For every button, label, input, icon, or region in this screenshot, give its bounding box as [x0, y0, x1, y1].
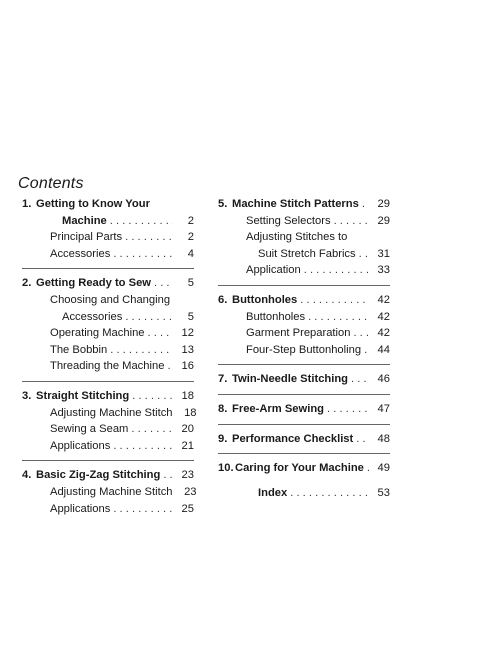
entry-text: Twin-Needle Stitching — [232, 373, 349, 386]
leader-dots — [353, 325, 369, 342]
entry-text: Performance Checklist — [232, 432, 354, 445]
entry-text: Four-Step Buttonholing — [246, 343, 362, 356]
leader-dots — [154, 275, 173, 292]
page-number: 5 — [187, 277, 194, 290]
page-number: 12 — [181, 327, 194, 340]
entry-text: Adjusting Machine Stitch — [50, 406, 173, 419]
entry-text: Application — [246, 264, 301, 277]
entry-number: 10. — [218, 462, 234, 475]
entry-text: Caring for Your Machine — [235, 462, 364, 475]
contents-subentry[interactable] — [218, 246, 390, 263]
contents-section — [218, 431, 390, 448]
contents-entry[interactable] — [218, 431, 390, 448]
entry-text: Getting to Know Your — [36, 198, 150, 210]
contents-entry[interactable] — [218, 460, 390, 477]
entry-text: The Bobbin — [50, 343, 108, 356]
section-divider — [218, 424, 390, 425]
page-number: 18 — [181, 389, 194, 402]
entry-number: 6. — [218, 293, 228, 306]
page-number: 4 — [187, 247, 194, 260]
section-divider — [218, 285, 390, 286]
entry-text: Principal Parts — [50, 231, 123, 244]
page-number: 18 — [184, 406, 197, 419]
leader-dots — [290, 485, 369, 502]
entry-text: Sewing a Seam — [50, 423, 129, 436]
leader-dots — [125, 309, 173, 326]
contents-entry[interactable] — [22, 196, 194, 213]
entry-number: 1. — [22, 198, 32, 210]
contents-subentry[interactable] — [22, 309, 194, 326]
leader-dots — [300, 292, 369, 309]
page-number: 20 — [181, 423, 194, 436]
entry-text: Threading the Machine — [50, 360, 165, 373]
page-number: 44 — [377, 343, 390, 356]
entry-number: 7. — [218, 373, 228, 386]
contents-subentry[interactable] — [218, 325, 390, 342]
leader-dots — [364, 342, 369, 359]
contents-section — [218, 460, 390, 501]
section-divider — [22, 268, 194, 269]
page-number: 49 — [377, 462, 390, 475]
entry-text: Getting Ready to Sew — [36, 277, 151, 290]
entry-text: Adjusting Stitches to — [246, 231, 348, 244]
contents-section — [22, 196, 194, 262]
section-divider — [22, 460, 194, 461]
contents-subentry[interactable] — [22, 438, 194, 455]
leader-dots — [110, 213, 173, 230]
contents-section — [218, 292, 390, 358]
page-number: 42 — [377, 327, 390, 340]
leader-dots — [131, 421, 173, 438]
entry-text: Applications — [50, 502, 111, 515]
contents-entry[interactable] — [218, 371, 390, 388]
leader-dots — [113, 246, 173, 263]
contents-section — [218, 196, 390, 279]
section-divider — [218, 364, 390, 365]
page-number: 25 — [181, 502, 194, 515]
page-number: 13 — [181, 343, 194, 356]
contents-subentry[interactable] — [218, 262, 390, 279]
contents-subentry[interactable] — [22, 405, 197, 422]
contents-entry[interactable] — [22, 213, 194, 230]
entry-text: Accessories — [50, 247, 111, 260]
page-number: 23 — [181, 469, 194, 482]
page-number: 33 — [377, 264, 390, 277]
entry-text: Suit Stretch Fabrics — [258, 247, 356, 260]
entry-text: Basic Zig-Zag Stitching — [36, 469, 161, 482]
page-number: 42 — [377, 293, 390, 306]
page-number: 31 — [377, 247, 390, 260]
contents-entry[interactable] — [22, 275, 194, 292]
contents-section — [218, 401, 390, 418]
page-number: 21 — [181, 439, 194, 452]
entry-text: Free-Arm Sewing — [232, 402, 325, 415]
page-number: 16 — [181, 360, 194, 373]
leader-dots — [113, 438, 173, 455]
entry-number: 8. — [218, 402, 228, 415]
contents-entry[interactable] — [22, 467, 194, 484]
leader-dots — [304, 262, 369, 279]
contents-subentry[interactable] — [22, 358, 194, 375]
entry-text: Setting Selectors — [246, 214, 331, 227]
entry-number: 3. — [22, 389, 32, 402]
contents-entry[interactable] — [22, 388, 194, 405]
leader-dots — [132, 388, 173, 405]
contents-subentry[interactable] — [22, 501, 194, 518]
leader-dots — [148, 325, 173, 342]
contents-subentry[interactable] — [22, 484, 197, 501]
page-number: 48 — [377, 432, 390, 445]
entry-text: Buttonholes — [246, 310, 306, 323]
leader-dots — [359, 246, 369, 263]
contents-entry[interactable] — [218, 196, 390, 213]
leader-dots — [163, 467, 173, 484]
page-number: 29 — [377, 198, 390, 210]
entry-number: 5. — [218, 198, 228, 210]
section-divider — [218, 394, 390, 395]
page-number: 53 — [377, 486, 390, 499]
contents-section — [218, 371, 390, 388]
entry-text: Operating Machine — [50, 327, 145, 340]
contents-subentry[interactable] — [22, 325, 194, 342]
page-title: Contents — [18, 175, 84, 192]
entry-number: 9. — [218, 432, 228, 445]
entry-number: 2. — [22, 277, 32, 290]
contents-entry[interactable] — [218, 292, 390, 309]
page-number: 2 — [187, 231, 194, 244]
contents-subentry[interactable] — [22, 229, 194, 246]
leader-dots — [351, 371, 369, 388]
entry-text: Applications — [50, 439, 111, 452]
page-number: 42 — [377, 310, 390, 323]
contents-right-column — [218, 196, 390, 501]
section-divider — [22, 381, 194, 382]
contents-section — [22, 275, 194, 375]
leader-dots — [113, 501, 173, 518]
contents-left-column — [22, 196, 197, 517]
leader-dots — [308, 309, 369, 326]
contents-section — [22, 388, 197, 454]
leader-dots — [167, 358, 173, 375]
section-divider — [218, 453, 390, 454]
contents-section — [22, 467, 197, 517]
page-number: 2 — [187, 214, 194, 227]
entry-text: Adjusting Machine Stitch — [50, 485, 173, 498]
contents-subentry[interactable] — [218, 213, 390, 230]
page-number: 23 — [184, 485, 197, 498]
leader-dots — [356, 431, 369, 448]
leader-dots — [334, 213, 369, 230]
entry-number: 4. — [22, 469, 32, 482]
entry-text: Choosing and Changing — [50, 293, 171, 306]
contents-subentry[interactable] — [22, 342, 194, 359]
contents-subentry[interactable] — [22, 246, 194, 263]
contents-entry[interactable] — [218, 485, 390, 502]
contents-subentry[interactable] — [22, 421, 194, 438]
contents-subentry[interactable] — [218, 342, 390, 359]
leader-dots — [125, 229, 173, 246]
page-number: 29 — [377, 214, 390, 227]
entry-text: Index — [258, 486, 288, 499]
entry-text: Garment Preparation — [246, 327, 351, 340]
entry-text: Buttonholes — [232, 293, 298, 306]
leader-dots — [110, 342, 173, 359]
entry-text: Accessories — [62, 310, 123, 323]
contents-entry[interactable] — [218, 401, 390, 418]
entry-text: Machine Stitch Patterns — [232, 198, 359, 210]
entry-text: Machine — [62, 214, 107, 227]
page-number: 46 — [377, 373, 390, 386]
entry-text: Straight Stitching — [36, 389, 130, 402]
spacer — [218, 477, 390, 485]
contents-subentry[interactable] — [218, 229, 390, 246]
contents-subentry[interactable] — [22, 292, 194, 309]
page-number: 47 — [377, 402, 390, 415]
contents-subentry[interactable] — [218, 309, 390, 326]
leader-dots — [327, 401, 369, 418]
leader-dots — [362, 196, 369, 213]
leader-dots — [367, 460, 369, 477]
page-number: 5 — [187, 310, 194, 323]
